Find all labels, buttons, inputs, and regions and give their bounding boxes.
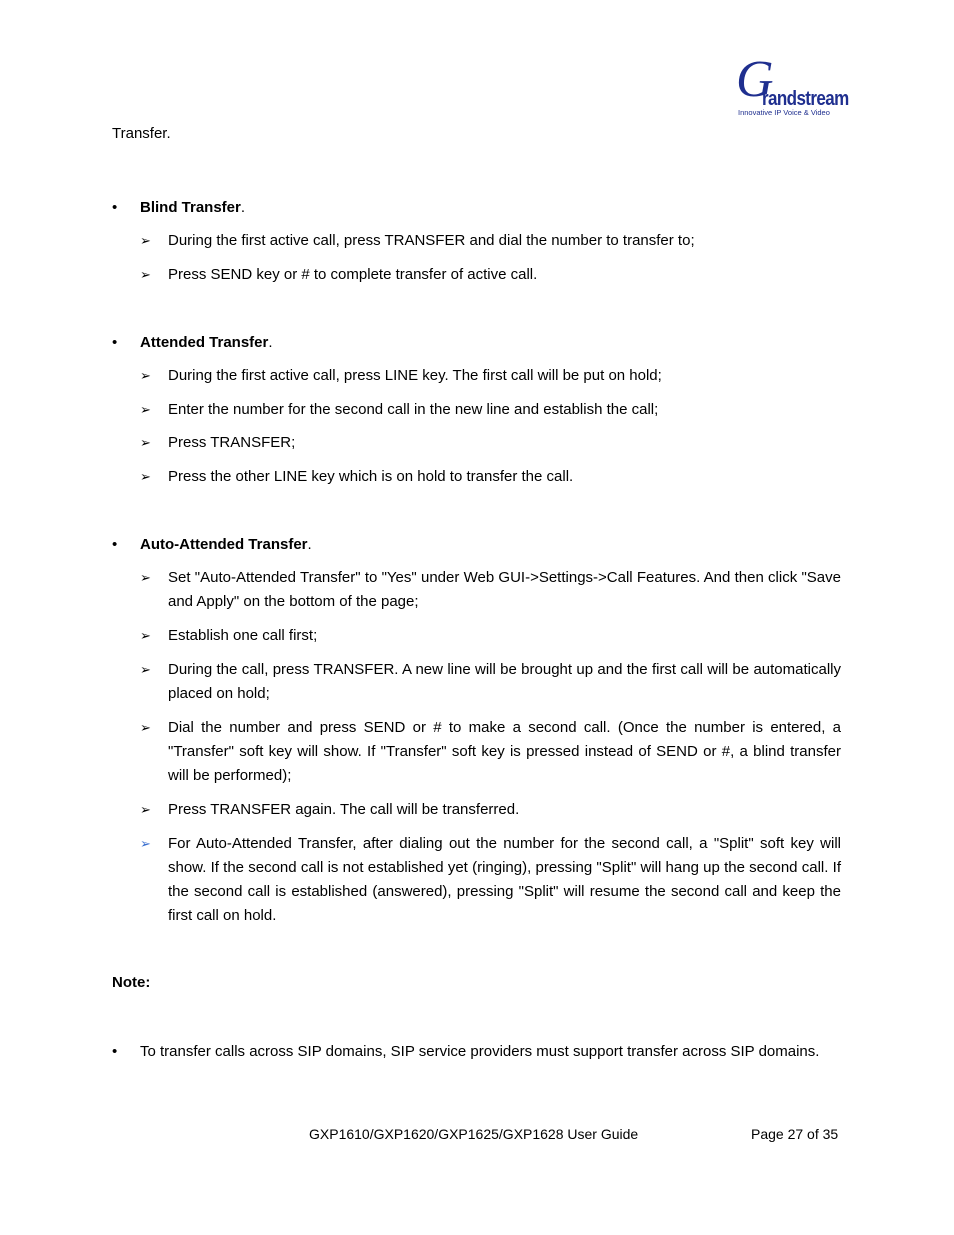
list-item: Set "Auto-Attended Transfer" to "Yes" under Web GUI->Settings->Call Features. And then click "Save and Apply" on the bottom of the page; bbox=[168, 569, 841, 610]
section-title-auto-attended-transfer: Auto-Attended Transfer. bbox=[140, 536, 312, 553]
arrow-icon: ➢ bbox=[140, 469, 151, 484]
arrow-icon: ➢ bbox=[140, 368, 151, 383]
logo-word: randstream bbox=[762, 86, 849, 110]
list-item: Dial the number and press SEND or # to make a second call. (Once the number is entered, a "Transfer" soft key will show. If "Transfer" soft key is pressed instead of SEND or #, a blind transfer will be performed); bbox=[168, 719, 841, 784]
arrow-icon: ➢ bbox=[140, 570, 151, 585]
section-title-blind-transfer: Blind Transfer. bbox=[140, 199, 246, 216]
list-item: Press SEND key or # to complete transfer of active call. bbox=[168, 266, 538, 283]
list-item: Enter the number for the second call in the new line and establish the call; bbox=[168, 401, 659, 418]
list-item: During the first active call, press LINE key. The first call will be put on hold; bbox=[168, 367, 662, 384]
lead-text: Transfer. bbox=[112, 125, 171, 142]
logo-tagline: Innovative IP Voice & Video bbox=[738, 108, 830, 117]
arrow-icon: ➢ bbox=[140, 233, 151, 248]
bullet-icon: • bbox=[112, 1043, 118, 1060]
arrow-icon: ➢ bbox=[140, 402, 151, 417]
list-item: Establish one call first; bbox=[168, 627, 318, 644]
footer-guide-title: GXP1610/GXP1620/GXP1625/GXP1628 User Guide bbox=[309, 1126, 639, 1142]
logo-letter: G bbox=[736, 51, 774, 108]
arrow-icon: ➢ bbox=[140, 802, 151, 817]
arrow-icon: ➢ bbox=[140, 267, 151, 282]
footer-page-number: Page 27 of 35 bbox=[751, 1126, 839, 1142]
bullet-icon: • bbox=[112, 199, 118, 216]
bullet-icon: • bbox=[112, 334, 118, 351]
arrow-icon: ➢ bbox=[140, 662, 151, 677]
section-title-attended-transfer: Attended Transfer. bbox=[140, 334, 273, 351]
arrow-icon: ➢ bbox=[140, 628, 151, 643]
grandstream-logo bbox=[736, 51, 849, 118]
list-item: Press the other LINE key which is on hold to transfer the call. bbox=[168, 468, 574, 485]
arrow-icon: ➢ bbox=[140, 435, 151, 450]
list-item: Press TRANSFER; bbox=[168, 434, 296, 451]
arrow-icon: ➢ bbox=[140, 720, 151, 735]
list-item: During the call, press TRANSFER. A new line will be brought up and the first call will be automatically placed on hold; bbox=[168, 661, 841, 702]
list-item: During the first active call, press TRANSFER and dial the number to transfer to; bbox=[168, 232, 695, 249]
note-label: Note: bbox=[112, 974, 151, 991]
bullet-icon: • bbox=[112, 536, 118, 553]
list-item: Press TRANSFER again. The call will be transferred. bbox=[168, 801, 520, 818]
list-item: For Auto-Attended Transfer, after dialing out the number for the second call, a "Split" soft key will show. If the second call is not established yet (ringing), pressing "Split" will hang up the second call. If the second call is established (answered), pressing "Split" will resume the second call and keep the first call on hold. bbox=[168, 835, 841, 924]
note-bullet: To transfer calls across SIP domains, SIP service providers must support transfer across SIP domains. bbox=[140, 1043, 820, 1060]
arrow-icon: ➢ bbox=[140, 836, 151, 851]
